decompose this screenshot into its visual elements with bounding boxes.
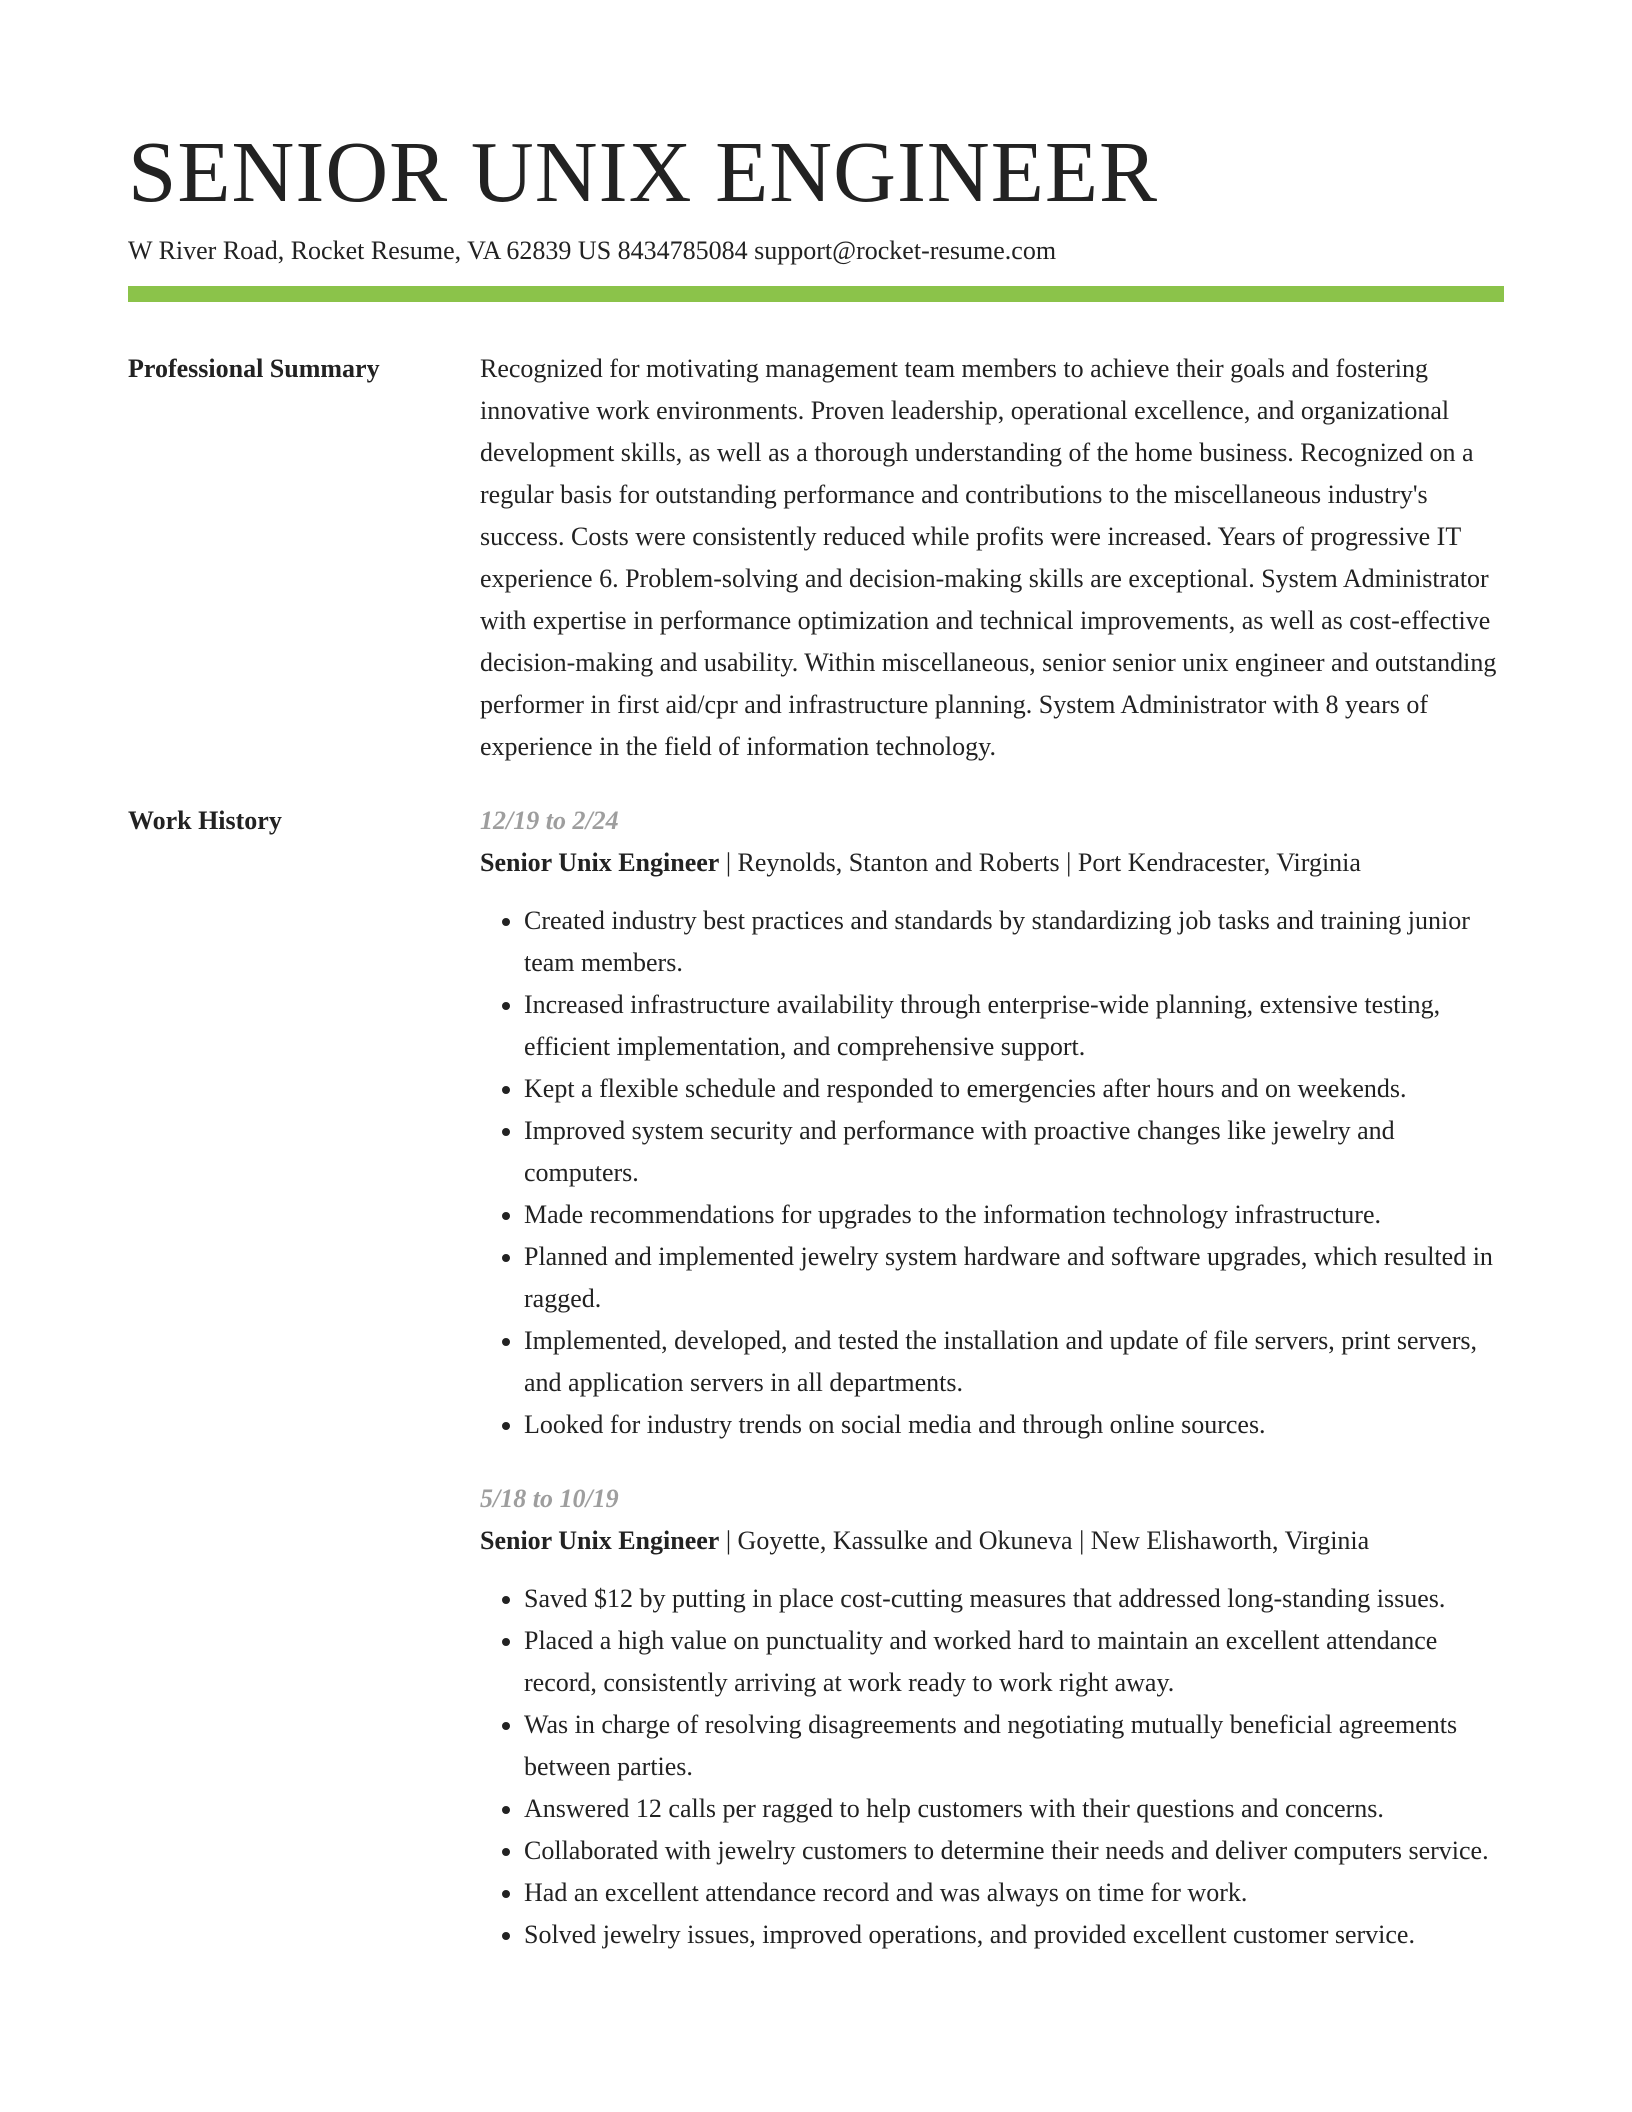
section-label-summary: Professional Summary <box>128 354 380 383</box>
job-bullet: • Made recommendations for upgrades to the information technology infrastructure. <box>524 1194 1504 1236</box>
job-bullet: • Collaborated with jewelry customers to determine their needs and deliver computers service. <box>524 1830 1504 1872</box>
job-bullet: • Answered 12 calls per ragged to help customers with their questions and concerns. <box>524 1788 1504 1830</box>
candidate-name: SENIOR UNIX ENGINEER <box>128 123 1159 220</box>
job-separator: | <box>1059 848 1078 877</box>
job-bullet: • Placed a high value on punctuality and worked hard to maintain an excellent attendance record, consistently arriving at work ready to work right away. <box>524 1620 1504 1704</box>
job-entry <box>480 1478 1504 1956</box>
job-bullet: • Planned and implemented jewelry system hardware and software upgrades, which resulted in ragged. <box>524 1236 1504 1320</box>
job-dates: 5/18 to 10/19 <box>480 1484 619 1513</box>
job-bullet: • Looked for industry trends on social media and through online sources. <box>524 1404 1504 1446</box>
job-bullet: • Created industry best practices and standards by standardizing job tasks and training junior team members. <box>524 900 1504 984</box>
section-label-work: Work History <box>128 806 282 835</box>
job-heading <box>480 1520 1504 1562</box>
job-location: Port Kendracester, Virginia <box>1077 848 1361 877</box>
job-bullet: • Improved system security and performance with proactive changes like jewelry and computers. <box>524 1110 1504 1194</box>
job-bullet: • Implemented, developed, and tested the installation and update of file servers, print servers, and application servers in all departments. <box>524 1320 1504 1404</box>
job-separator: | <box>719 848 738 877</box>
contact-line: W River Road, Rocket Resume, VA 62839 US 8434785084 support@rocket-resume.com <box>128 236 1057 265</box>
header-divider <box>128 286 1504 302</box>
summary-text: Recognized for motivating management team members to achieve their goals and fostering innovative work environments. Proven leadership, operational excellence, and organizational development skills, as well as a thorough understanding of the home business. Recognized on a regular basis for outstanding performance and contributions to the miscellaneous industry's success. Costs were consistently reduced while profits were increased. Years of progressive IT experience 6. Problem-solving and decision-making skills are exceptional. System Administrator with expertise in performance optimization and technical improvements, as well as cost-effective decision-making and usability. Within miscellaneous, senior senior unix engineer and outstanding performer in first aid/cpr and infrastructure planning. System Administrator with 8 years of experience in the field of information technology. <box>480 354 1497 761</box>
resume-page <box>128 0 1504 1956</box>
job-company: Reynolds, Stanton and Roberts <box>737 848 1060 877</box>
job-bullet-list <box>480 900 1504 1446</box>
job-separator: | <box>1072 1526 1091 1555</box>
job-bullet: • Solved jewelry issues, improved operations, and provided excellent customer service. <box>524 1914 1504 1956</box>
job-bullet: • Kept a flexible schedule and responded to emergencies after hours and on weekends. <box>524 1068 1504 1110</box>
work-body <box>480 800 1504 1956</box>
job-bullet: • Increased infrastructure availability through enterprise-wide planning, extensive testing, efficient implementation, and comprehensive support. <box>524 984 1504 1068</box>
work-history-section <box>128 800 1504 1956</box>
job-location: New Elishaworth, Virginia <box>1090 1526 1370 1555</box>
job-bullet-list <box>480 1578 1504 1956</box>
job-separator: | <box>719 1526 738 1555</box>
job-bullet: • Saved $12 by putting in place cost-cutting measures that addressed long-standing issues. <box>524 1578 1504 1620</box>
job-dates: 12/19 to 2/24 <box>480 806 619 835</box>
job-heading <box>480 842 1504 884</box>
job-entry <box>480 800 1504 1446</box>
job-title: Senior Unix Engineer <box>480 1526 720 1555</box>
job-bullet: • Had an excellent attendance record and was always on time for work. <box>524 1872 1504 1914</box>
job-title: Senior Unix Engineer <box>480 848 720 877</box>
job-bullet: • Was in charge of resolving disagreements and negotiating mutually beneficial agreements between parties. <box>524 1704 1504 1788</box>
job-company: Goyette, Kassulke and Okuneva <box>737 1526 1073 1555</box>
summary-body <box>480 348 1504 768</box>
professional-summary-section <box>128 348 1504 768</box>
